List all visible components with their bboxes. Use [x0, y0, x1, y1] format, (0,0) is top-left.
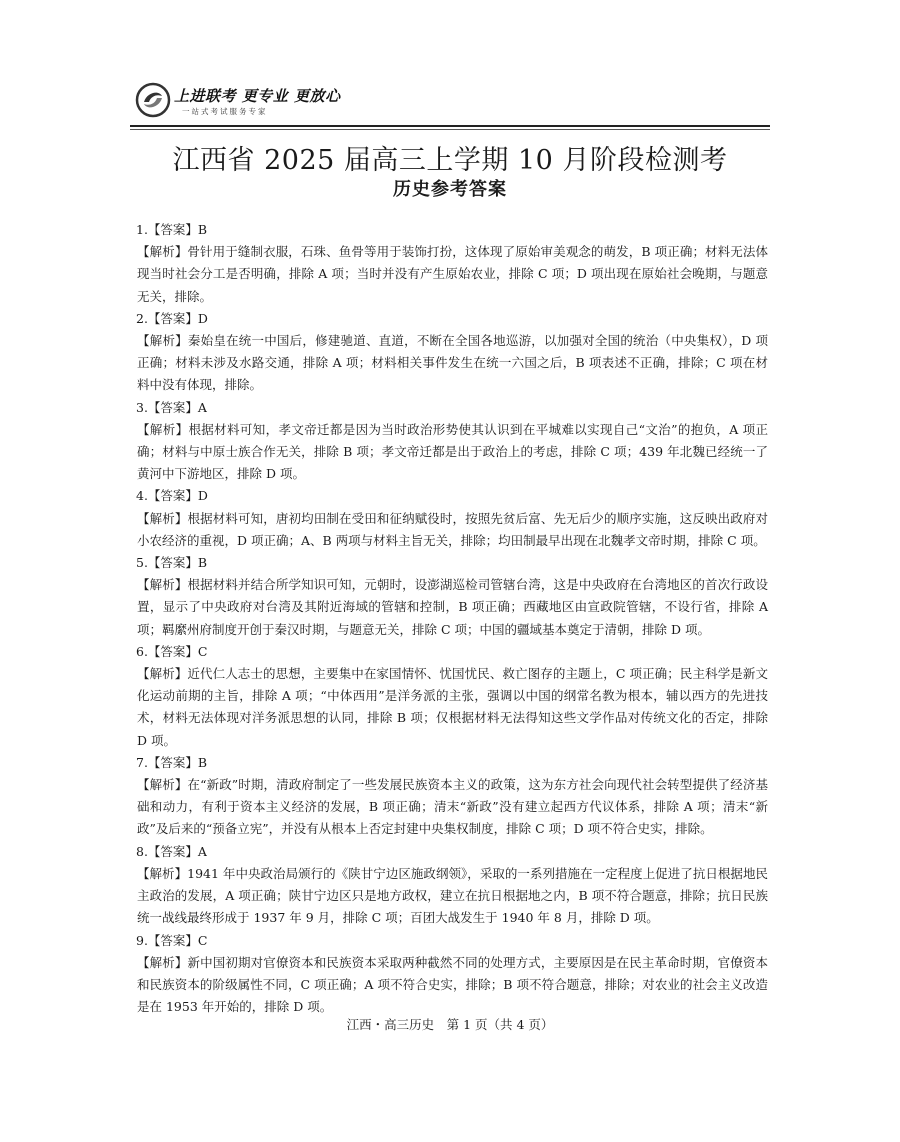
- question-item: [136, 930, 768, 1019]
- explanation: 【解析】骨针用于缝制衣服，石珠、鱼骨等用于装饰打扮，这体现了原始审美观念的萌发，B 项正确；材料无法体现当时社会分工是否明确，排除 A 项；当时并没有产生原始农业，排除 C 项；D 项出现在原始社会晚期，与题意无关，排除。: [137, 244, 768, 304]
- page-title: 江西省 2025 届高三上学期 10 月阶段检测考: [172, 145, 728, 176]
- header-rule-thin: [130, 129, 770, 130]
- question-item: [136, 219, 768, 308]
- page-subtitle: 历史参考答案: [393, 179, 507, 200]
- question-item: [136, 397, 768, 486]
- question-item: [136, 308, 768, 397]
- explanation: 【解析】近代仁人志士的思想，主要集中在家国情怀、忧国忧民、救亡图存的主题上，C 项正确；民主科学是新文化运动前期的主旨，排除 A 项；“中体西用”是洋务派的主张，强调以中国的纲常名教为根本，辅以西方的先进技术，材料无法体现对洋务派思想的认同，排除 B 项；仅根据材料无法得知这些文学作品对传统文化的否定，排除 D 项。: [137, 666, 768, 748]
- question-item: [136, 841, 768, 930]
- answer-line: 5.【答案】B: [136, 555, 208, 571]
- answer-line: 4.【答案】D: [136, 488, 208, 504]
- answer-line: 9.【答案】C: [136, 932, 208, 948]
- question-item: [136, 552, 768, 641]
- explanation: 【解析】根据材料可知，唐初均田制在受田和征纳赋役时，按照先贫后富、先无后少的顺序实施，这反映出政府对小农经济的重视，D 项正确；A、B 两项与材料主旨无关，排除；均田制最早出现在北魏孝文帝时期，排除 C 项。: [137, 510, 768, 548]
- answer-list: [136, 219, 768, 1018]
- explanation: 【解析】根据材料并结合所学知识可知，元朝时，设澎湖巡检司管辖台湾，这是中央政府在台湾地区的首次行政设置，显示了中央政府对台湾及其附近海域的管辖和控制，B 项正确；西藏地区由宣政院管辖，不设行省，排除 A 项；羁縻州府制度开创于秦汉时期，与题意无关，排除 C 项；中国的疆域基本奠定于清朝，排除 D 项。: [137, 577, 768, 637]
- answer-line: 3.【答案】A: [136, 399, 207, 415]
- explanation: 【解析】根据材料可知，孝文帝迁都是因为当时政治形势使其认识到在平城难以实现自己“文治”的抱负，A 项正确；材料与中原士族合作无关，排除 B 项；孝文帝迁都是出于政治上的考虑，排除 C 项；439 年北魏已经统一了黄河中下游地区，排除 D 项。: [137, 421, 768, 482]
- question-item: [136, 641, 768, 752]
- explanation: 【解析】在“新政”时期，清政府制定了一些发展民族资本主义的政策，这为东方社会向现代社会转型提供了经济基础和动力，有利于资本主义经济的发展，B 项正确；清末“新政”没有建立起西方代议体系，排除 A 项；清末“新政”及后来的“预备立宪”，并没有从根本上否定封建中央集权制度，排除 C 项；D 项不符合史实，排除。: [137, 777, 768, 837]
- explanation: 【解析】秦始皇在统一中国后，修建驰道、直道，不断在全国各地巡游，以加强对全国的统治（中央集权），D 项正确；材料未涉及水路交通，排除 A 项；材料相关事件发生在统一六国之后，B 项表述不正确，排除；C 项在材料中没有体现，排除。: [137, 333, 768, 393]
- explanation: 【解析】新中国初期对官僚资本和民族资本采取两种截然不同的处理方式，主要原因是在民主革命时期，官僚资本和民族资本的阶级属性不同，C 项正确；A 项不符合史实，排除；B 项不符合题意，排除；对农业的社会主义改造是在 1953 年开始的，排除 D 项。: [137, 954, 768, 1015]
- answer-line: 6.【答案】C: [136, 643, 208, 659]
- question-item: [136, 752, 768, 841]
- header-rule: [130, 125, 770, 127]
- answer-line: 8.【答案】A: [136, 843, 207, 859]
- header-tagline: 一站式考试服务专家: [182, 107, 268, 116]
- answer-line: 7.【答案】B: [136, 754, 208, 770]
- explanation: 【解析】1941 年中央政治局颁行的《陕甘宁边区施政纲领》，采取的一系列措施在一定程度上促进了抗日根据地民主政治的发展，A 项正确；陕甘宁边区只是地方政权，建立在抗日根据地之内，B 项不符合题意，排除；抗日民族统一战线最终形成于 1937 年 9 月，排除 C 项；百团大战发生于 1940 年 8 月，排除 D 项。: [137, 865, 768, 926]
- page-footer: 江西・高三历史 第 1 页（共 4 页）: [346, 1017, 554, 1032]
- header-slogan: 上进联考 更专业 更放心: [174, 87, 341, 105]
- answer-line: 1.【答案】B: [136, 222, 208, 237]
- header: [130, 80, 770, 128]
- brand-logo-icon: [135, 82, 171, 118]
- question-item: [136, 485, 768, 552]
- answer-line: 2.【答案】D: [136, 310, 208, 326]
